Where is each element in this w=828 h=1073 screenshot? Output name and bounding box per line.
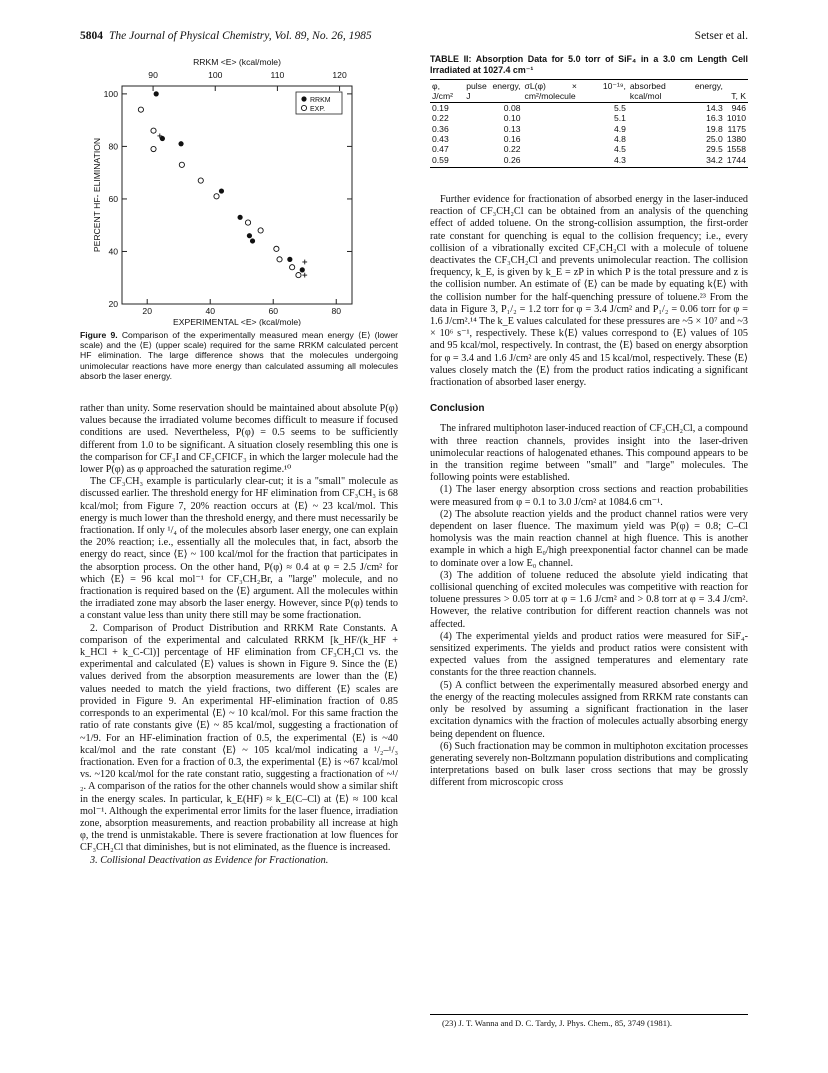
table-caption: TABLE II: Absorption Data for 5.0 torr of SiF₄ in a 3.0 cm Length Cell Irradiated at 1027.4 cm⁻¹ (430, 54, 748, 75)
data-point-exp (245, 220, 250, 225)
x-axis-label: EXPERIMENTAL <E> (kcal/mole) (173, 317, 301, 326)
table-cell: 5.1 (613, 113, 626, 124)
table-cell: 1558 (726, 144, 746, 155)
conclusion-item: (1) The laser energy absorption cross sections and reaction probabilities were measured from φ = 0.1 to 3.0 J/cm² at 1084.6 cm⁻¹. (430, 484, 748, 508)
running-header (80, 30, 748, 42)
conclusion-intro: The infrared multiphoton laser-induced reaction of CF₃CH₂Cl, a compound with three reaction channels, provides insight into the laser-driven unimolecular reactions of halogenated ethanes. This compound appears to be in the transition regime between "small" and "large" molecules. The following points were established. (430, 423, 748, 484)
legend-label: RRKM (310, 97, 331, 104)
legend-label: EXP. (310, 106, 326, 113)
table-cell: 25.0 (706, 134, 723, 145)
data-point-exp (214, 194, 219, 199)
table-header: pulse energy, J (466, 81, 521, 102)
data-point-exp (151, 146, 156, 151)
table-row (430, 144, 748, 154)
table-header: absorbed energy, kcal/mol (629, 81, 723, 102)
conclusion-item: (3) The addition of toluene reduced the absolute yield indicating that collisional quenching of excited molecules was competitive with reaction for toluene pressures > 0.05 torr at φ = 1.6 J/cm² and > 0.8 torr at φ = 3.4 J/cm². However, the relative contribution for different reaction channels was not affected. (430, 569, 748, 630)
plot-frame (122, 86, 352, 304)
conclusion-item: (5) A conflict between the experimentally measured absorbed energy and the energy of the reacting molecules assigned from RRKM rate constants can only be resolved by assuming a significant fractionation in the laser excitation dynamics with the fraction of molecules actually absorbing energy being dependent on fluence. (430, 679, 748, 740)
data-point-rrkm (154, 91, 159, 96)
footnote: (23) J. T. Wanna and D. C. Tardy, J. Phys. Chem., 85, 3749 (1981). (442, 1018, 673, 1028)
left-column (80, 54, 398, 867)
figure-caption (80, 330, 398, 381)
absorption-table (430, 79, 748, 168)
data-point-rrkm (301, 96, 306, 101)
y-axis-label: PERCENT HF- ELIMINATION (92, 137, 102, 253)
table-cell: 0.13 (503, 123, 521, 134)
top-tick-label: 120 (332, 70, 347, 80)
y-tick-label: 20 (108, 299, 118, 309)
top-tick-label: 100 (208, 70, 223, 80)
table-cell: 0.16 (503, 134, 521, 145)
data-point-rrkm (287, 257, 292, 262)
figure-9 (80, 54, 398, 326)
figure-caption-label: Figure 9. (80, 330, 118, 340)
data-point-exp (258, 228, 263, 233)
y-tick-label: 80 (108, 141, 118, 152)
footnote-rule (430, 1014, 748, 1015)
table-cell: 14.3 (706, 103, 723, 114)
x-tick-label: 40 (205, 306, 216, 316)
body-paragraph: rather than unity. Some reservation should be maintained about absolute P(φ) values because the irradiated volume becomes difficult to measure if focused conditions are used. Nevertheless, P(φ) = 0.5 seems to be sufficiently different from 1.0 to be significant. A situation closely resembling this one is the comparison for CF₃I and CF₃CFICF₃ in which the larger molecule had the lower P(φ) as φ approached the saturation regime.¹⁰ (80, 403, 398, 476)
table-cell: 4.8 (613, 134, 626, 145)
table-cell: 0.22 (503, 144, 521, 155)
data-point-rrkm (250, 238, 255, 243)
table-cell: 0.10 (503, 113, 521, 124)
figure-caption-text: Comparison of the experimentally measured mean energy ⟨E⟩ (lower scale) and the ⟨E⟩ (upper scale) required for the same RRKM calculated percent HF elimination. The large difference shows that the molecules undergoing unimolecular reactions have more energy than calculated assuming all molecules absorb the laser energy. (80, 330, 399, 381)
data-point-exp (198, 178, 203, 183)
table-cell: 1010 (726, 113, 746, 124)
body-paragraph: 2. Comparison of Product Distribution and RRKM Rate Constants. A comparison of the experimental and calculated RRKM [k_HF/(k_HF + k_HCl + k_C-Cl)] percentage of HF elimination from CF₃CH₂Cl vs. the experimental and calculated ⟨E⟩ values is shown in Figure 9. Since the ⟨E⟩ values derived from the absorption measurements are lower than the ⟨E⟩ values needed to match the yield fractions, two different ⟨E⟩ scales are provided in Figure 9. An experimental HF-elimination fraction of 0.85 corresponds to an experimental ⟨E⟩ ~ 10 kcal/mol. For this same fraction the ratio of rate constants give ⟨E⟩ ~ 85 kcal/mol, suggesting a fractionation of ~1/9. For an HF-elimination fraction of 0.5, the experimental ⟨E⟩ is ~40 kcal/mol and the rate constant ⟨E⟩ ~ 105 kcal/mol indicating a ¹/₂–¹/₃ fractionation. Even for a fraction of 0.3, the experimental ⟨E⟩ is ~67 kcal/mol vs. ~120 kcal/mol for the rate constant ratio, suggesting a fractionation of ~¹/₂. A comparison of the ratios for the other channels would show a similar shift in the energy scales. In particular, k_E(HF) ≈ k_E(C–Cl) at ⟨E⟩ ≈ 100 kcal mol⁻¹. Although the experimental error limits for the laser fluence, irradiation zone, absorption measurements, and reaction probability all increase at high φ, the trend is unmistakable. There is severe fractionation at low fluences for CF₃CH₂Cl that diminishes, but is not eliminated, as the fluence is increased. (80, 622, 398, 854)
table-cell: 0.59 (430, 155, 464, 168)
page-number: 5804 (80, 30, 103, 42)
body-paragraph: 3. Collisional Deactivation as Evidence for Fractionation. (90, 854, 329, 866)
section-heading: Conclusion (430, 403, 485, 415)
table-cell: 4.9 (613, 123, 626, 134)
body-paragraph: The CF₃CH₃ example is particularly clear-cut; it is a "small" molecule as discussed earlier. The threshold energy for HF elimination from CF₃CH₃ is 68 kcal/mol; from Figure 7, 20% reaction occurs at ⟨E⟩ ~ 23 kcal/mol. This energy is much lower than the threshold energy, and there must necessarily be fractionation. If only ¹/₄ of the molecules absorb laser energy, one can explain the 20% reaction; i.e., essentially all the molecules that, in fact, absorb the energy do react, since ⟨E⟩ ~ 100 kcal/mol for the fraction that participates in the absorption process. On the other hand, P(φ) ≈ 0.4 at φ = 2.5 J/cm² for which ⟨E⟩ = 96 kcal mol⁻¹ for CF₃CH₂Br, a "large" molecule, and no fractionation is required based on the ⟨E⟩ argument. All the molecules within the irradiated zone may absorb the laser energy. However, since P(φ) tends to a constant value less than unity there still may be some fractionation. (80, 476, 398, 622)
table-cell: 1175 (727, 123, 746, 134)
data-point-rrkm (219, 188, 224, 193)
data-point-exp (274, 246, 279, 251)
table-cell: 4.5 (613, 144, 626, 155)
data-point-exp (179, 162, 184, 167)
right-column (430, 54, 748, 790)
table-cell: 0.22 (432, 113, 449, 124)
table-cell: 0.08 (503, 103, 521, 114)
table-cell: 1744 (725, 155, 748, 168)
table-cell: 34.2 (628, 155, 725, 168)
top-tick-label: 90 (148, 70, 158, 80)
table-cell: 946 (731, 103, 746, 114)
table-cell: 0.26 (464, 155, 522, 168)
y-tick-label: 40 (108, 246, 118, 257)
data-point-exp (151, 128, 156, 133)
conclusion-item: (2) The absolute reaction yields and the product channel ratios were very dependent on laser fluence. The maximum yield was P(φ) = 0.8; C–Cl homolysis was the main reaction channel at high fluence. This is another example in which a high E₀/high preexponential factor channel can be made to dominate over a low E₀ channel. (430, 508, 748, 569)
x-tick-label: 20 (142, 306, 152, 316)
table-row (430, 124, 748, 134)
table-cell: 0.36 (432, 123, 449, 134)
table-row (430, 155, 748, 168)
data-point-rrkm (247, 233, 252, 238)
y-tick-label: 100 (103, 88, 118, 99)
journal-citation: The Journal of Physical Chemistry, Vol. 89, No. 26, 1985 (109, 30, 372, 42)
table-cell: 19.8 (706, 123, 723, 134)
table-cell: 16.3 (706, 113, 723, 124)
data-point-exp (296, 273, 301, 278)
data-point-rrkm (160, 136, 165, 141)
table-row (430, 103, 748, 114)
x-tick-label: 60 (268, 306, 279, 316)
table-cell: 29.5 (706, 144, 723, 155)
running-authors: Setser et al. (694, 30, 748, 42)
body-paragraph: Further evidence for fractionation of absorbed energy in the laser-induced reaction of CF₃CH₂Cl can be obtained from an analysis of the quenching effect of added toluene. On the strong-collision assumption, the first-order rate constant for quenching is equal to the collision frequency; i.e., every collision of a vibrationally excited CF₃CH₂Cl with a molecule of toluene deactivates the CF₃CH₂Cl and prevents unimolecular reaction. The collision frequency, k_E, is given by k_E = zP in which P is the total pressure and z is the collision number. An estimate of ⟨E⟩ can be made by equating k⟨E⟩ with the collision number for the half-quenching pressure of toluene.²³ From the data in Figure 3, P₁/₂ = 1.2 torr for φ = 3.4 J/cm² and P₁/₂ = 0.06 torr for φ = 1.6 J/cm².¹⁴ The k_E values calculated for these pressures are ~5 × 10⁷ and ~3 × 10⁶ s⁻¹, respectively. These k⟨E⟩ values correspond to ⟨E⟩ values of 105 and 95 kcal/mol, respectively. In contrast, the ⟨E⟩ based on energy absorption for φ = 3.4 and 1.6 J/cm² are only 45 and 15 kcal/mol, respectively. These ⟨E⟩ values closely match the ⟨E⟩ from the product ratios indicating a significant fractionation of absorbed laser energy. (430, 193, 748, 389)
conclusion-item: (6) Such fractionation may be common in multiphoton excitation processes generating severely non-Boltzmann population distributions and complicating interpretations based on bulk laser cross sections that may be grossly different from microscopic cross (430, 740, 749, 789)
data-point-exp (138, 107, 143, 112)
data-point-exp (301, 105, 306, 110)
top-tick-label: 110 (270, 70, 285, 80)
table-header: φ, J/cm² (430, 80, 464, 103)
table-row (430, 113, 748, 123)
x-tick-label: 80 (331, 306, 342, 316)
data-point-exp (277, 257, 282, 262)
table-header: T, K (725, 80, 748, 103)
data-point-rrkm (238, 215, 243, 220)
data-point-rrkm (300, 267, 305, 272)
conclusion-item: (4) The experimental yields and product ratios were measured for SiF₄-sensitized experiments. The yields and product ratios were consistent with expected values from the assigned temperatures and elementary rate constants for the three reaction channels. (430, 630, 748, 679)
table-cell: 0.47 (432, 144, 449, 155)
table-cell: 0.43 (432, 134, 449, 145)
top-axis-label: RRKM <E> (kcal/mole) (193, 57, 281, 67)
data-point-exp (290, 265, 295, 270)
table-cell: 5.5 (613, 103, 626, 114)
data-point-rrkm (178, 141, 183, 146)
table-cell: 1380 (726, 134, 746, 145)
table-row (430, 134, 748, 144)
table-cell: 4.3 (523, 155, 628, 168)
y-tick-label: 60 (108, 193, 118, 204)
figure-9-chart (80, 54, 398, 326)
table-cell: 0.19 (432, 103, 449, 114)
table-header: σL(φ) × 10⁻¹⁹, cm²/molecule (524, 81, 626, 102)
